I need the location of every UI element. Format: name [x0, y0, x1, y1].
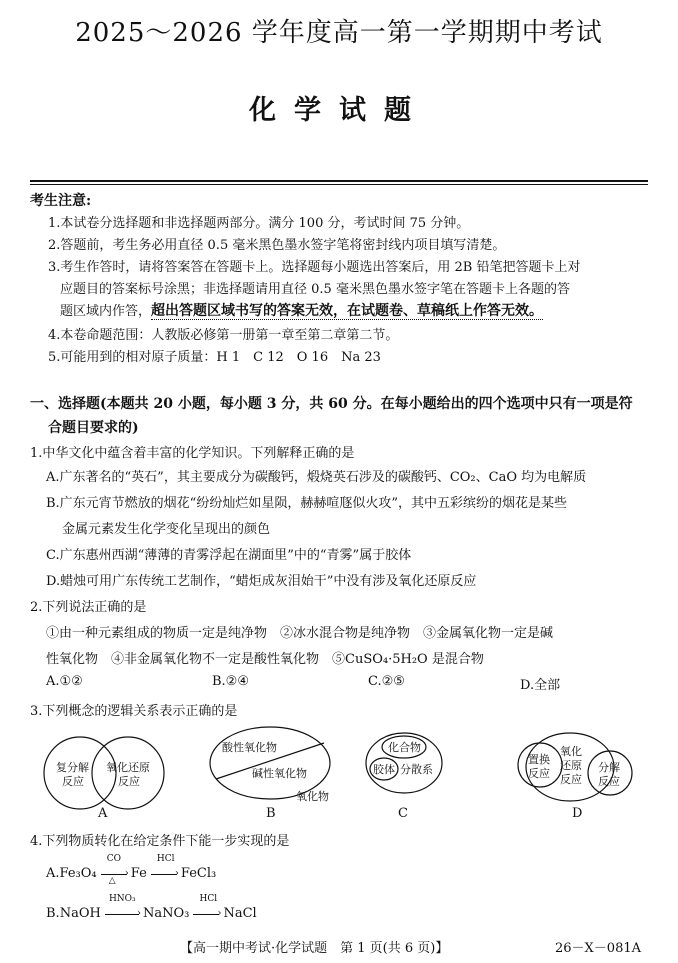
q4-a-prefix: A.: [46, 866, 60, 881]
notice-item-1: 1.本试卷分选择题和非选择题两部分。满分 100 分，考试时间 75 分钟。: [48, 216, 470, 231]
q4-a-arrow1-head: ›: [124, 867, 129, 879]
notice-item-3: 3.考生作答时，请将答案答在答题卡上。选择题每小题选出答案后，用 2B 铅笔把答题卡上对: [48, 260, 581, 275]
q1-stem: 1.中华文化中蕴含着丰富的化学知识。下列解释正确的是: [30, 446, 355, 461]
q4-b-s1: NaOH: [59, 906, 101, 921]
q2-line-1: ①由一种元素组成的物质一定是纯净物 ②冰水混合物是纯净物 ③金属氧化物一定是碱: [46, 626, 554, 641]
q2-stem: 2.下列说法正确的是: [30, 600, 147, 615]
q4-a-s1: Fe₃O₄: [59, 866, 97, 881]
q4-option-a: [46, 853, 217, 886]
divider-thin: [30, 184, 648, 185]
exam-title: 2025～2026 学年度高一第一学期期中考试: [75, 18, 603, 48]
q1-option-b-cont: 金属元素发生化学变化呈现出的颜色: [62, 522, 271, 537]
q3-a-left-text: 复分解: [56, 761, 89, 774]
q3-label-b: B: [266, 806, 276, 821]
q4-b-arrow1-head: ›: [136, 907, 141, 919]
q2-option-c: C.②⑤: [368, 674, 405, 689]
q1-option-b: B.广东元宵节燃放的烟花“纷纷灿烂如星陨，赫赫喧豗似火攻”，其中五彩缤纷的烟花是某些: [46, 496, 567, 511]
q4-a-s2: Fe: [130, 866, 147, 881]
q3-b-mid-text: 碱性氧化物: [252, 767, 307, 780]
q4-a-s3: FeCl₃: [180, 866, 217, 881]
q3-d-mid-text3: 反应: [560, 773, 582, 786]
q3-a-right-text2: 反应: [118, 775, 140, 788]
notice-item-3-cont2: [60, 300, 543, 320]
q4-b-arrow2-head: ›: [217, 907, 222, 919]
q4-b-c2-top: HCl: [199, 893, 218, 904]
notice-item-4: 4.本卷命题范围：人教版必修第一册第一章至第二章第二节。: [48, 328, 399, 343]
q3-diagrams: [30, 725, 650, 825]
q2-option-a: A.①②: [46, 674, 83, 689]
q3-b-out-text: 氧化物: [296, 790, 329, 803]
notice-item-3-cont2-text: 题区域内作答，: [60, 304, 152, 319]
q4-a-arrow1-line: [101, 874, 127, 875]
q4-b-arrow2-line: [193, 914, 219, 915]
q3-c-left-text: 胶体: [373, 763, 395, 776]
q3-b-ellipse: [210, 727, 330, 799]
q4-option-b: [46, 893, 257, 921]
q3-a-right-text: 氧化还原: [106, 761, 150, 774]
q3-d-left-text2: 反应: [528, 767, 550, 780]
q4-b-arrow1-line: [105, 914, 139, 915]
section1-heading-line2: 合题目要求的): [48, 420, 139, 436]
q2-option-d: D.全部: [520, 678, 561, 693]
paper-code: 26－X－081A: [555, 941, 641, 956]
q4-b-arrow1: [105, 893, 143, 920]
q3-c-right-text: 分散系: [400, 763, 433, 776]
q4-stem: 4.下列物质转化在给定条件下能一步实现的是: [30, 834, 290, 849]
q4-a-c1-bot: △: [108, 875, 116, 886]
q4-a-arrow2: [151, 853, 181, 880]
q4-a-arrow2-line: [151, 874, 177, 875]
q3-stem: 3.下列概念的逻辑关系表示正确的是: [30, 704, 238, 719]
q4-a-c1-top: CO: [106, 853, 122, 864]
divider-thick: [30, 180, 648, 182]
q3-diagram-c: [366, 733, 442, 793]
q3-d-right-text2: 反应: [598, 775, 620, 788]
notice-item-5: 5.可能用到的相对原子质量：H 1 C 12 O 16 Na 23: [48, 350, 381, 365]
q3-label-a: A: [98, 806, 108, 821]
q2-option-b: B.②④: [212, 674, 249, 689]
q4-a-c2-top: HCl: [156, 853, 175, 864]
notice-item-2: 2.答题前，考生务必用直径 0.5 毫米黑色墨水签字笔将密封线内项目填写清楚。: [48, 238, 506, 253]
q4-b-c1-top: HNO₃: [108, 893, 136, 904]
q3-c-top-text: 化合物: [388, 741, 421, 754]
section1-heading-line1: 一、选择题(本题共 20 小题，每小题 3 分，共 60 分。在每小题给出的四个选项中只有一项是符: [30, 396, 633, 412]
q3-diagram-a: [44, 737, 164, 809]
q1-option-d: D.蜡烛可用广东传统工艺制作，“蜡炬成灰泪始干”中没有涉及氧化还原反应: [46, 574, 477, 589]
notice-emphasis: 超出答题区域书写的答案无效，在试题卷、草稿纸上作答无效。: [151, 303, 544, 319]
q2-line-2: 性氧化物 ④非金属氧化物不一定是酸性氧化物 ⑤CuSO₄·5H₂O 是混合物: [46, 652, 484, 667]
q4-b-s2: NaNO₃: [142, 906, 190, 921]
subject-title: 化学试题: [249, 95, 429, 126]
q4-a-arrow1: [101, 853, 131, 886]
q3-d-mid-text2: 还原: [560, 759, 582, 772]
q4-b-prefix: B.: [46, 906, 60, 921]
q3-label-d: D: [572, 806, 583, 821]
q3-label-c: C: [398, 806, 408, 821]
notice-heading: 考生注意:: [30, 193, 92, 209]
q3-diagram-d: [518, 733, 632, 801]
q3-b-top-text: 酸性氧化物: [222, 741, 277, 754]
notice-item-3-cont1: 应题目的答案标号涂黑；非选择题请用直径 0.5 毫米黑色墨水签字笔在答题卡上各题的答: [60, 282, 570, 297]
q4-a-arrow2-head: ›: [174, 867, 179, 879]
q3-diagram-b: [210, 727, 330, 803]
q3-a-left-text2: 反应: [62, 775, 84, 788]
q3-d-mid-text: 氧化: [560, 745, 582, 758]
q3-d-right-text: 分解: [598, 761, 620, 774]
q1-option-a: A.广东著名的“英石”，其主要成分为碳酸钙，煅烧英石涉及的碳酸钙、CO₂、CaO 均为电解质: [46, 470, 587, 485]
q4-b-s3: NaCl: [223, 906, 257, 921]
q3-d-left-text: 置换: [528, 753, 550, 766]
q4-b-arrow2: [193, 893, 223, 920]
page-footer: 【高一期中考试·化学试题 第 1 页(共 6 页)】: [180, 941, 449, 956]
q1-option-c: C.广东惠州西湖“薄薄的青雾浮起在湖面里”中的“青雾”属于胶体: [46, 548, 412, 563]
